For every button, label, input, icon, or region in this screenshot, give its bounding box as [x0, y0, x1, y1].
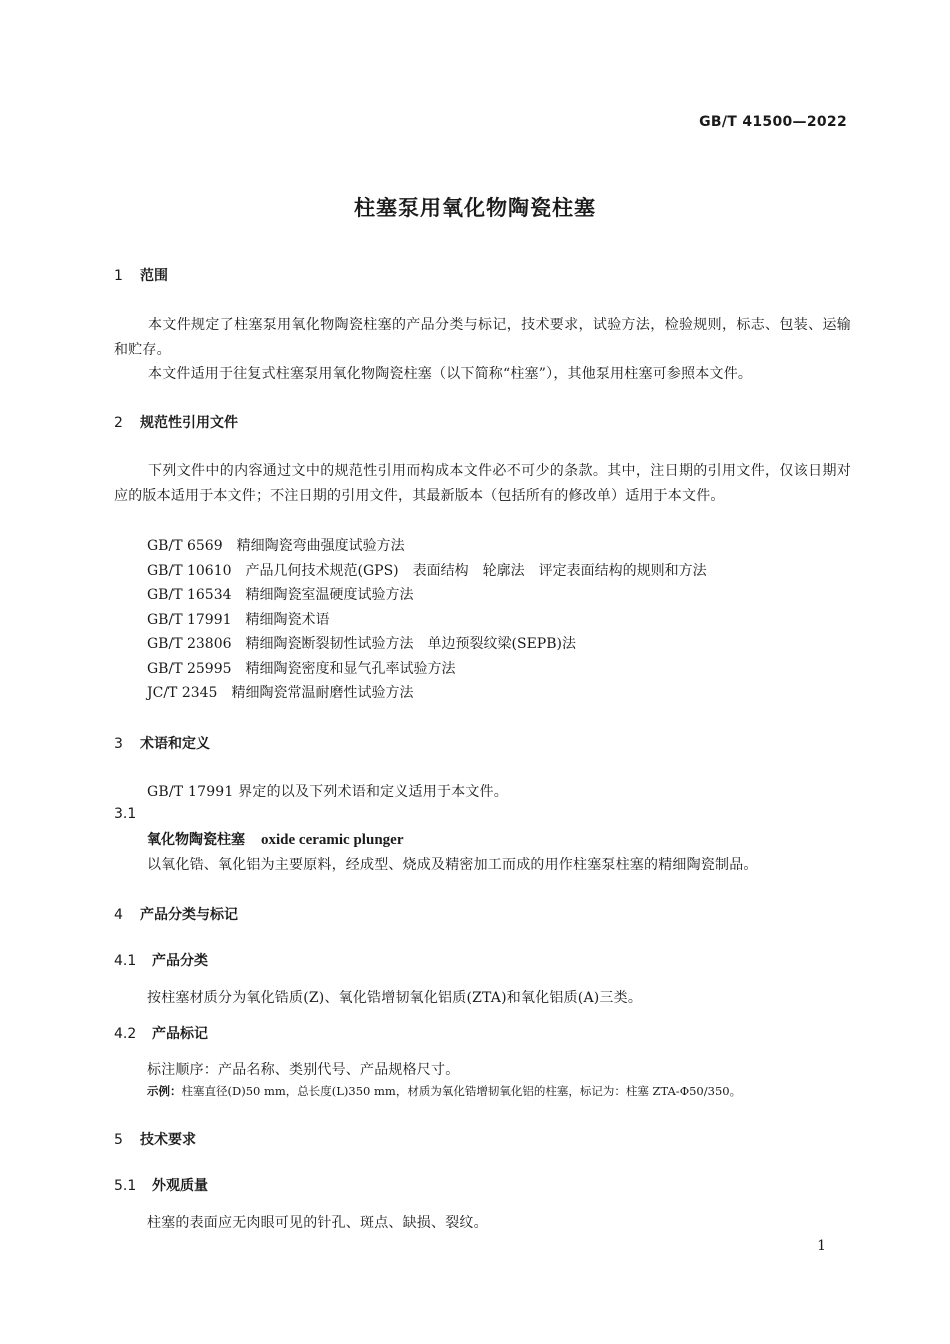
reference-item [147, 609, 330, 629]
section-3-heading [114, 733, 210, 753]
reference-item [147, 682, 413, 702]
reference-code: GB/T 16534 [147, 587, 232, 603]
section-title: 术语和定义 [140, 736, 210, 752]
reference-item [147, 535, 405, 555]
reference-code: GB/T 10610 [147, 563, 232, 579]
term-zh: 氧化物陶瓷柱塞 [147, 832, 245, 848]
term-en: oxide ceramic plunger [261, 832, 404, 848]
example-text: 柱塞直径(D)50 mm，总长度(L)350 mm，材质为氧化锆增韧氧化铝的柱塞，标记为：柱塞 ZTA-Φ50/350。 [181, 1084, 742, 1098]
section-number: 1 [114, 268, 123, 284]
section-title: 产品分类与标记 [140, 907, 238, 923]
section-1-heading [114, 265, 168, 285]
page-number: 1 [817, 1238, 826, 1254]
section-4-1-heading [114, 950, 208, 970]
reference-title: 精细陶瓷常温耐磨性试验方法 [231, 685, 414, 701]
standard-number: GB/T 41500—2022 [699, 114, 847, 130]
reference-item [147, 658, 456, 678]
reference-item [147, 633, 576, 653]
section-number: 5.1 [114, 1178, 137, 1194]
term-definition: 以氧化锆、氧化铝为主要原料，经成型、烧成及精密加工而成的用作柱塞泵柱塞的精细陶瓷制品。 [147, 857, 758, 873]
reference-item [147, 584, 414, 604]
section-4-2-heading [114, 1023, 208, 1043]
reference-code: GB/T 23806 [147, 636, 232, 652]
section-5-heading [114, 1129, 196, 1149]
reference-code: GB/T 25995 [147, 661, 232, 677]
reference-code: GB/T 17991 [147, 612, 232, 628]
section-title: 产品标记 [152, 1026, 208, 1042]
example-label: 示例： [147, 1084, 182, 1098]
section-number: 4 [114, 907, 123, 923]
section-title: 外观质量 [152, 1178, 208, 1194]
section-5-1-paragraph: 柱塞的表面应无肉眼可见的针孔、斑点、缺损、裂纹。 [147, 1215, 488, 1231]
reference-title: 精细陶瓷室温硬度试验方法 [245, 587, 414, 603]
term-entry [147, 829, 403, 849]
section-1-paragraph-1: 本文件规定了柱塞泵用氧化物陶瓷柱塞的产品分类与标记，技术要求，试验方法，检验规则，标志、包装、运输和贮存。 [114, 317, 851, 358]
section-number: 2 [114, 415, 123, 431]
reference-title: 精细陶瓷弯曲强度试验方法 [236, 538, 405, 554]
section-4-2-paragraph: 标注顺序：产品名称、类别代号、产品规格尺寸。 [147, 1062, 460, 1078]
reference-title: 精细陶瓷断裂韧性试验方法 单边预裂纹梁(SEPB)法 [245, 636, 576, 652]
section-title: 范围 [140, 268, 168, 284]
reference-title: 精细陶瓷密度和显气孔率试验方法 [245, 661, 456, 677]
example-note [147, 1083, 741, 1099]
section-number: 5 [114, 1132, 123, 1148]
section-2-paragraph-1: 下列文件中的内容通过文中的规范性引用而构成本文件必不可少的条款。其中，注日期的引用文件，仅该日期对应的版本适用于本文件；不注日期的引用文件，其最新版本（包括所有的修改单）适用于本文件。 [114, 463, 851, 504]
section-3-paragraph-1: GB/T 17991 界定的以及下列术语和定义适用于本文件。 [147, 784, 508, 800]
section-4-heading [114, 904, 238, 924]
section-title: 规范性引用文件 [140, 415, 238, 431]
section-2-heading [114, 412, 238, 432]
reference-code: GB/T 6569 [147, 538, 223, 554]
section-1-paragraph-2: 本文件适用于往复式柱塞泵用氧化物陶瓷柱塞（以下简称“柱塞”），其他泵用柱塞可参照本文件。 [148, 366, 753, 382]
section-title: 产品分类 [152, 953, 208, 969]
section-number: 3 [114, 736, 123, 752]
section-4-1-paragraph: 按柱塞材质分为氧化锆质(Z)、氧化锆增韧氧化铝质(ZTA)和氧化铝质(A)三类。 [147, 990, 643, 1006]
term-number: 3.1 [114, 806, 137, 822]
reference-item [147, 560, 707, 580]
section-5-1-heading [114, 1175, 208, 1195]
reference-code: JC/T 2345 [147, 685, 218, 701]
section-number: 4.2 [114, 1026, 137, 1042]
section-number: 4.1 [114, 953, 137, 969]
document-title: 柱塞泵用氧化物陶瓷柱塞 [354, 196, 596, 220]
section-title: 技术要求 [140, 1132, 196, 1148]
reference-title: 产品几何技术规范(GPS) 表面结构 轮廓法 评定表面结构的规则和方法 [245, 563, 707, 579]
reference-title: 精细陶瓷术语 [245, 612, 330, 628]
